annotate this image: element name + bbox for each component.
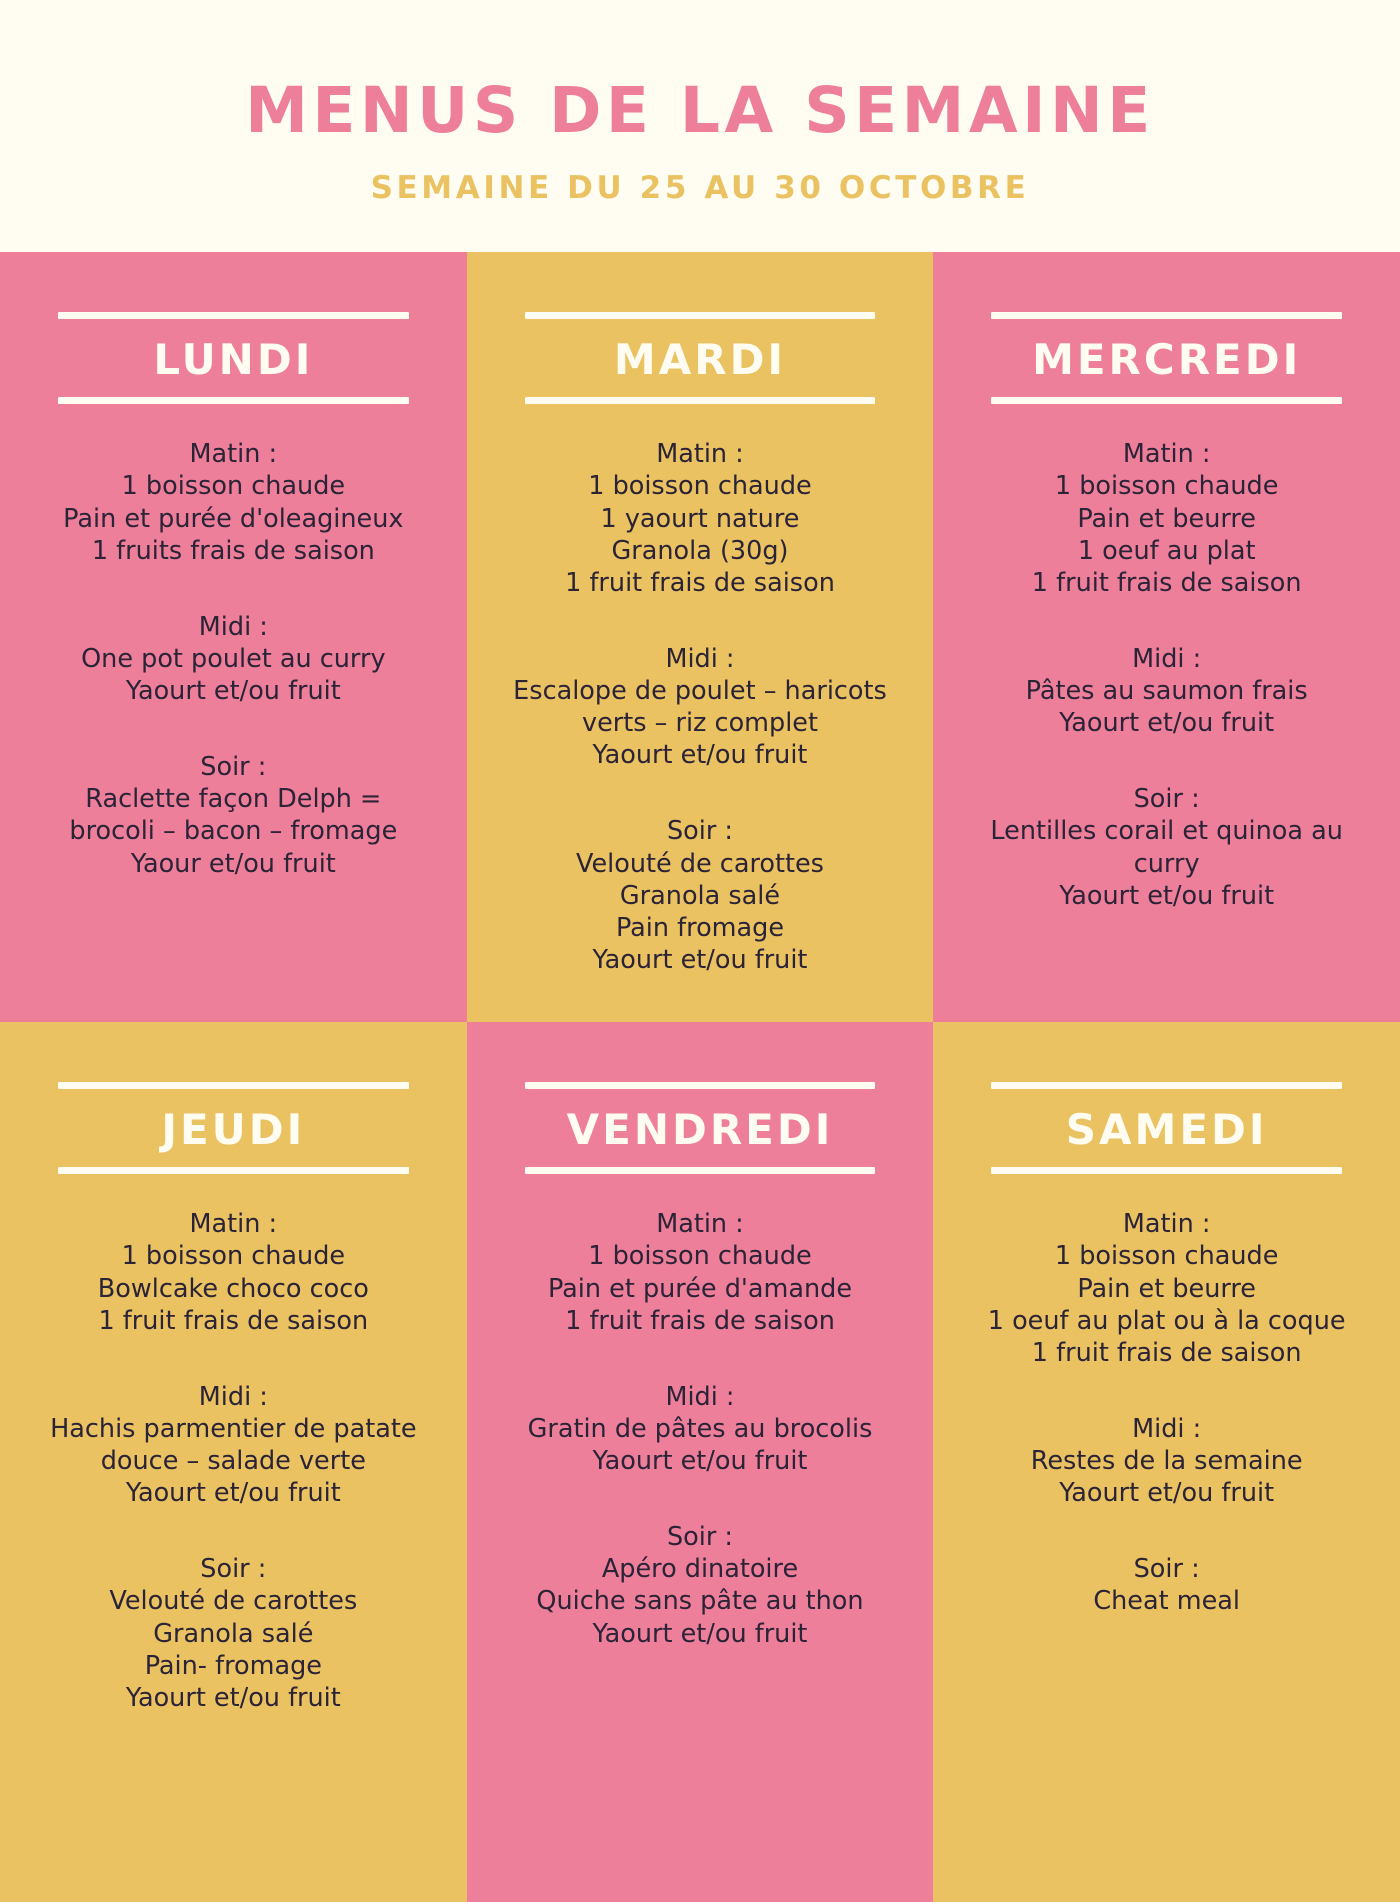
meal-list [501, 1208, 900, 1649]
meal-block [34, 751, 433, 880]
meal-list [501, 438, 900, 976]
meal-line: Pain et beurre [1077, 1273, 1256, 1304]
day-card [933, 1022, 1400, 1902]
meal-line: Pain et beurre [1077, 503, 1256, 534]
meal-line: Yaourt et/ou fruit [125, 1682, 341, 1713]
day-card [467, 1022, 934, 1902]
meal-block [501, 1208, 900, 1337]
meal-line: Yaourt et/ou fruit [125, 676, 341, 707]
meal-line: Bowlcake choco coco [97, 1273, 369, 1304]
day-title: VENDREDI [566, 1105, 834, 1155]
meal-line: Gratin de pâtes au brocolis [527, 1413, 873, 1444]
meal-line: 1 yaourt nature [600, 503, 800, 534]
divider-bottom [525, 397, 876, 404]
meal-block [501, 1381, 900, 1477]
meal-block [34, 1553, 433, 1714]
divider-bottom [58, 1167, 409, 1174]
divider-top [58, 312, 409, 319]
meal-block [501, 815, 900, 976]
meal-line: Pain- fromage [144, 1650, 322, 1681]
meal-block [501, 1521, 900, 1650]
divider-top [58, 1082, 409, 1089]
meal-block [967, 1208, 1366, 1369]
meal-label: Matin : [189, 1209, 278, 1240]
meal-label: Soir : [666, 816, 734, 847]
day-title: JEUDI [161, 1105, 306, 1155]
day-title: LUNDI [153, 335, 314, 385]
meal-line: 1 fruit frais de saison [1031, 567, 1302, 598]
meal-block [967, 1553, 1366, 1617]
meal-label: Soir : [666, 1522, 734, 1553]
meal-line: Yaourt et/ou fruit [592, 944, 808, 975]
meal-block [501, 643, 900, 772]
meal-line: Hachis parmentier de patate [50, 1413, 417, 1444]
meal-line: 1 fruit frais de saison [565, 567, 835, 598]
divider-top [991, 1082, 1342, 1089]
meal-line: 1 boisson chaude [1054, 1241, 1279, 1272]
page-header [0, 0, 1400, 252]
meal-line: Apéro dinatoire [601, 1554, 799, 1585]
day-card [0, 252, 467, 1022]
meal-line: Granola salé [153, 1618, 314, 1649]
divider-bottom [525, 1167, 876, 1174]
day-card [467, 252, 934, 1022]
meal-line: 1 oeuf au plat ou à la coque [987, 1305, 1346, 1336]
meal-block [34, 438, 433, 567]
meal-block [967, 783, 1366, 912]
meal-label: Soir : [1133, 1554, 1200, 1585]
day-title: SAMEDI [1065, 1105, 1268, 1155]
meal-block [34, 1208, 433, 1337]
meal-label: Matin : [656, 439, 744, 470]
meal-line: 1 oeuf au plat [1077, 535, 1256, 566]
meal-line: Raclette façon Delph = [85, 784, 382, 815]
day-card [933, 252, 1400, 1022]
meal-label: Matin : [189, 439, 278, 470]
meal-label: Midi : [1132, 1413, 1202, 1444]
meal-line: 1 fruit frais de saison [565, 1305, 835, 1336]
meal-line: One pot poulet au curry [81, 643, 386, 674]
meal-line: Pain et purée d'amande [547, 1273, 853, 1304]
meal-block [967, 438, 1366, 599]
meal-line: Yaourt et/ou fruit [592, 1446, 808, 1477]
meal-line: 1 boisson chaude [588, 471, 812, 502]
meal-line: Velouté de carottes [109, 1586, 358, 1617]
meal-label: Matin : [1122, 1209, 1211, 1240]
meal-label: Matin : [656, 1209, 744, 1240]
meal-line: 1 fruit frais de saison [1031, 1337, 1302, 1368]
day-card [0, 1022, 467, 1902]
meal-line: Yaourt et/ou fruit [592, 740, 808, 771]
meal-line: Pain et purée d'oleagineux [63, 503, 404, 534]
meal-block [34, 1381, 433, 1510]
meal-line: Restes de la semaine [1030, 1446, 1303, 1477]
meal-line: Velouté de carottes [576, 848, 824, 879]
meal-list [34, 1208, 433, 1714]
day-title: MERCREDI [1032, 335, 1302, 385]
meal-line: Granola salé [619, 880, 781, 911]
meal-line: verts – riz complet [581, 708, 818, 739]
meal-line: Yaourt et/ou fruit [1059, 708, 1275, 739]
meal-line: 1 boisson chaude [121, 471, 346, 502]
divider-bottom [991, 1167, 1342, 1174]
meal-label: Midi : [1132, 643, 1202, 674]
divider-bottom [58, 397, 409, 404]
meal-line: Yaourt et/ou fruit [592, 1618, 808, 1649]
meal-line: Lentilles corail et quinoa au [990, 816, 1343, 847]
meal-line: 1 boisson chaude [1054, 471, 1279, 502]
meal-block [501, 438, 900, 599]
meal-label: Midi : [665, 1381, 735, 1412]
meal-line: douce – salade verte [100, 1446, 366, 1477]
meal-line: 1 boisson chaude [588, 1241, 812, 1272]
meal-line: 1 boisson chaude [121, 1241, 346, 1272]
meal-line: Granola (30g) [611, 535, 789, 566]
meal-line: Yaourt et/ou fruit [125, 1478, 341, 1509]
meal-list [34, 438, 433, 879]
day-title: MARDI [613, 335, 787, 385]
divider-bottom [991, 397, 1342, 404]
meal-line: Pain fromage [615, 912, 785, 943]
meal-block [967, 1413, 1366, 1509]
meal-line: curry [1133, 848, 1200, 879]
meal-line: Yaourt et/ou fruit [1059, 1478, 1275, 1509]
meal-list [967, 1208, 1366, 1617]
meal-line: Quiche sans pâte au thon [536, 1586, 864, 1617]
meal-list [967, 438, 1366, 912]
divider-top [525, 1082, 876, 1089]
meal-block [34, 611, 433, 707]
divider-top [991, 312, 1342, 319]
meal-line: Cheat meal [1093, 1586, 1240, 1617]
meal-label: Midi : [198, 1381, 268, 1412]
meal-label: Matin : [1122, 439, 1211, 470]
meal-label: Soir : [200, 752, 267, 783]
meal-line: brocoli – bacon – fromage [69, 816, 398, 847]
week-grid [0, 252, 1400, 1902]
meal-line: Yaourt et/ou fruit [1059, 880, 1275, 911]
meal-label: Midi : [665, 643, 735, 674]
meal-line: Yaour et/ou fruit [130, 848, 336, 879]
meal-line: 1 fruit frais de saison [98, 1305, 369, 1336]
meal-label: Soir : [1133, 784, 1200, 815]
meal-block [967, 643, 1366, 739]
meal-label: Soir : [200, 1554, 267, 1585]
divider-top [525, 312, 876, 319]
meal-line: 1 fruits frais de saison [91, 535, 375, 566]
page-subtitle: SEMAINE DU 25 AU 30 OCTOBRE [370, 170, 1030, 207]
meal-line: Escalope de poulet – haricots [513, 676, 887, 707]
meal-label: Midi : [198, 611, 268, 642]
page-title: MENUS DE LA SEMAINE [245, 74, 1155, 147]
meal-line: Pâtes au saumon frais [1025, 676, 1308, 707]
